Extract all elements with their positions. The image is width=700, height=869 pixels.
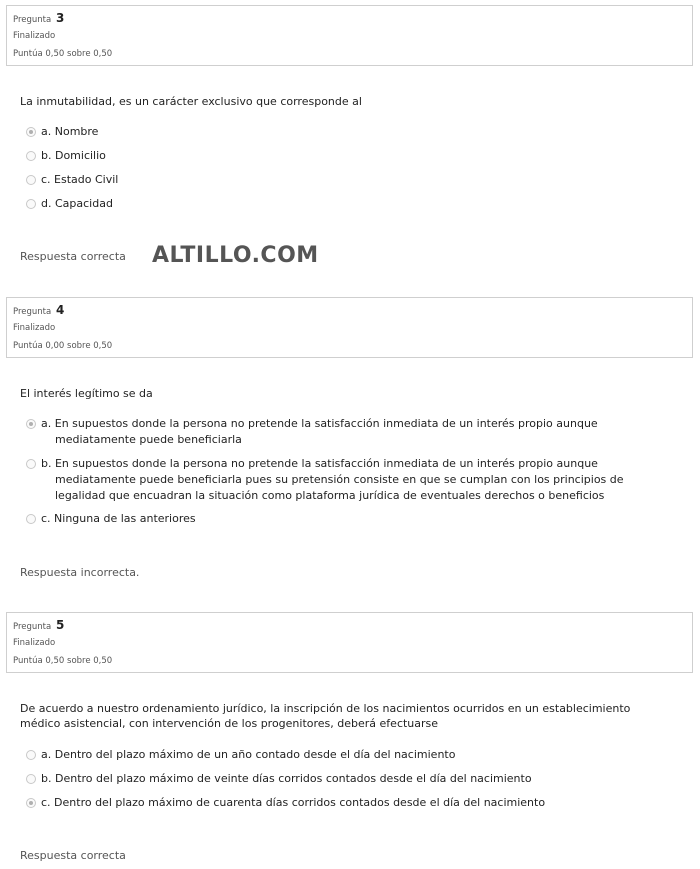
question-grade: Puntúa 0,50 sobre 0,50 [13, 656, 113, 666]
question-state: Finalizado [13, 323, 56, 333]
question-number-line [13, 303, 692, 319]
answer-text: Dentro del plazo máximo de cuarenta días corridos contados desde el día del nacimiento [54, 796, 546, 809]
answer-letter: a. [41, 417, 52, 430]
question-label: Pregunta [13, 15, 52, 25]
radio-button[interactable] [26, 151, 36, 161]
answer-feedback: Respuesta correcta [20, 849, 126, 862]
question-state: Finalizado [13, 638, 56, 648]
radio-button[interactable] [26, 199, 36, 209]
answer-letter: a. [41, 125, 52, 138]
answer-option[interactable] [26, 747, 666, 763]
answer-letter: a. [41, 748, 52, 761]
answer-letter: b. [41, 149, 52, 162]
answer-option[interactable] [26, 771, 666, 787]
radio-button[interactable] [26, 774, 36, 784]
question-grade: Puntúa 0,50 sobre 0,50 [13, 49, 113, 59]
answer-feedback: Respuesta incorrecta. [20, 566, 140, 579]
answer-option[interactable] [26, 148, 666, 164]
radio-button-selected[interactable] [26, 419, 36, 429]
question-label: Pregunta [13, 622, 52, 632]
answer-text: En supuestos donde la persona no pretende la satisfacción inmediata de un interés propio aunque mediatamente puede beneficiarla [54, 417, 598, 446]
question-number: 5 [55, 618, 65, 632]
answer-text: Dentro del plazo máximo de veinte días corridos contados desde el día del nacimiento [54, 772, 532, 785]
answer-feedback: Respuesta correcta [20, 250, 126, 263]
answer-letter: d. [41, 197, 52, 210]
answer-letter: b. [41, 772, 52, 785]
answer-text: Estado Civil [54, 173, 119, 186]
answer-option[interactable] [26, 511, 666, 527]
question-info-5 [6, 612, 693, 673]
radio-button[interactable] [26, 459, 36, 469]
watermark-text: ALTILLO.COM [152, 243, 319, 268]
answer-text: Ninguna de las anteriores [54, 512, 196, 525]
question-text: De acuerdo a nuestro ordenamiento jurídico, la inscripción de los nacimientos ocurridos en un establecimiento médico asistencial, con intervención de los progenitores, deberá efectuarse [20, 702, 631, 730]
question-text: La inmutabilidad, es un carácter exclusivo que corresponde al [20, 95, 362, 108]
answer-option[interactable] [26, 456, 666, 504]
question-number: 3 [55, 11, 65, 25]
answer-text: Capacidad [54, 197, 113, 210]
question-grade: Puntúa 0,00 sobre 0,50 [13, 341, 113, 351]
answer-text: Nombre [54, 125, 99, 138]
answer-option[interactable] [26, 124, 666, 140]
answer-letter: c. [41, 796, 51, 809]
radio-button-selected[interactable] [26, 127, 36, 137]
answer-letter: b. [41, 457, 52, 470]
answer-option[interactable] [26, 795, 666, 811]
question-info-4 [6, 297, 693, 358]
answer-text: Domicilio [54, 149, 106, 162]
question-label: Pregunta [13, 307, 52, 317]
radio-button[interactable] [26, 175, 36, 185]
answer-text: En supuestos donde la persona no pretende la satisfacción inmediata de un interés propio aunque mediatamente puede beneficiarla pues su pretensión consiste en que se cumplan con los principios de legalidad que encuadran la situación como plataforma jurídica de eventuales derechos o beneficios [54, 457, 624, 502]
answer-option[interactable] [26, 416, 666, 448]
answer-option[interactable] [26, 172, 666, 188]
radio-button[interactable] [26, 750, 36, 760]
question-number: 4 [55, 303, 65, 317]
answer-letter: c. [41, 512, 51, 525]
question-number-line [13, 11, 692, 27]
question-text: El interés legítimo se da [20, 387, 153, 400]
radio-button[interactable] [26, 514, 36, 524]
answer-option[interactable] [26, 196, 666, 212]
question-number-line [13, 618, 692, 634]
question-state: Finalizado [13, 31, 56, 41]
question-info-3 [6, 5, 693, 66]
answer-text: Dentro del plazo máximo de un año contado desde el día del nacimiento [54, 748, 456, 761]
radio-button-selected[interactable] [26, 798, 36, 808]
answer-letter: c. [41, 173, 51, 186]
